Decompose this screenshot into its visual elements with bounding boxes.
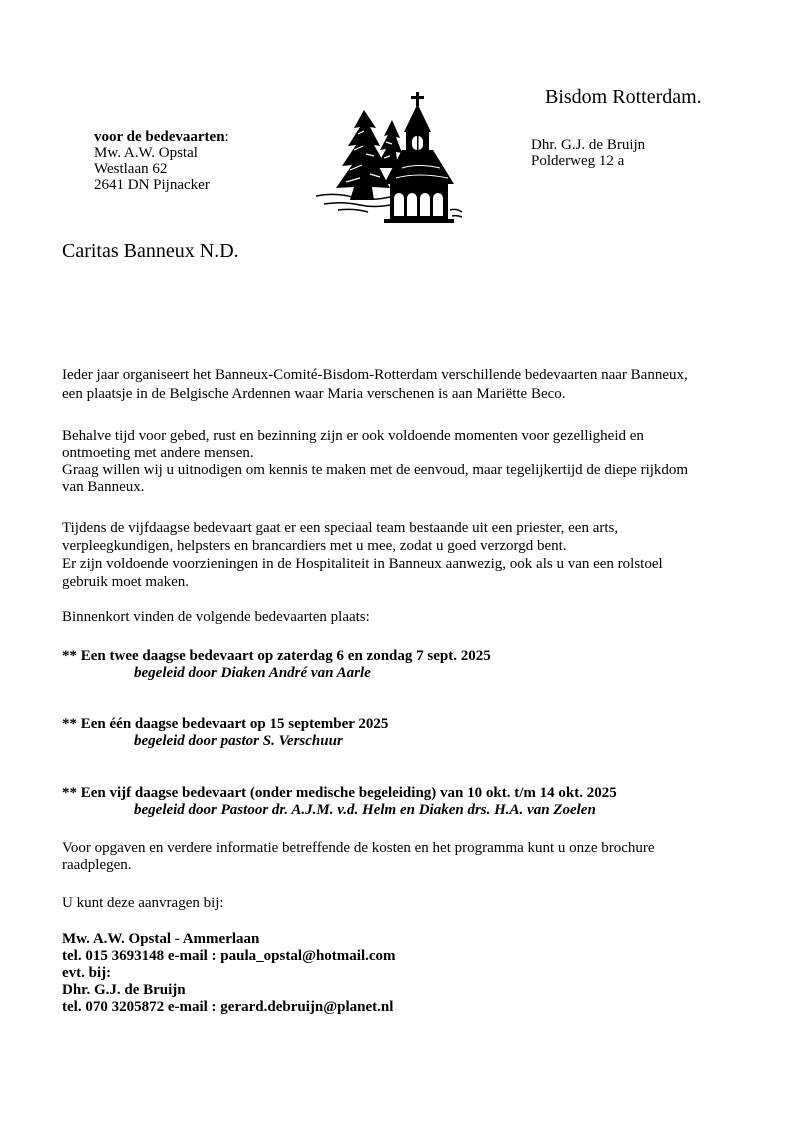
welcome-paragraph: [62, 428, 742, 496]
contact-line: tel. 070 3205872 e-mail : gerard.debruijn@planet.nl: [62, 999, 394, 1015]
paragraph-line: Graag willen wij u uitnodigen om kennis te maken met de eenvoud, maar tegelijkertijd de diepe rijkdom: [62, 462, 689, 478]
contact-block: [62, 931, 742, 1016]
pilgrimage-item: [62, 716, 742, 750]
intro-paragraph: [62, 366, 742, 404]
pilgrimage-item: [62, 648, 742, 682]
paragraph-line: Tijdens de vijfdaagse bedevaart gaat er een speciaal team bestaande uit een priester, een arts,: [62, 520, 619, 536]
request-intro: U kunt deze aanvragen bij:: [62, 895, 224, 911]
contact-street: Westlaan 62: [94, 161, 168, 177]
paragraph-line: Voor opgaven en verdere informatie betreffende de kosten en het programma kunt u onze brochure: [62, 840, 655, 856]
pilgrimage-contact-address: [94, 129, 229, 193]
contact-label-colon: :: [224, 129, 229, 145]
contact-line: Dhr. G.J. de Bruijn: [62, 982, 186, 998]
paragraph-line: raadplegen.: [62, 857, 132, 873]
document-title: Caritas Banneux N.D.: [62, 240, 239, 262]
care-team-paragraph: [62, 519, 742, 591]
chapel-with-pine-trees-icon: [314, 92, 464, 228]
pilgrimage-guide: begeleid door Pastoor dr. A.J.M. v.d. Helm en Diaken drs. H.A. van Zoelen: [134, 802, 596, 818]
pilgrimage-heading: ** Een vijf daagse bedevaart (onder medische begeleiding) van 10 okt. t/m 14 okt. 2025: [62, 785, 617, 801]
paragraph-line: ontmoeting met andere mensen.: [62, 445, 254, 461]
paragraph-line: van Banneux.: [62, 479, 145, 495]
brochure-info-paragraph: [62, 840, 742, 874]
upcoming-intro: Binnenkort vinden de volgende bedevaarten plaats:: [62, 609, 370, 625]
paragraph-line: Behalve tijd voor gebed, rust en bezinning zijn er ook voldoende momenten voor gezelligheid en: [62, 428, 644, 444]
intro-line: een plaatsje in de Belgische Ardennen waar Maria verschenen is aan Mariëtte Beco.: [62, 386, 566, 402]
pilgrimage-heading: ** Een één daagse bedevaart op 15 september 2025: [62, 716, 389, 732]
paragraph-line: gebruik moet maken.: [62, 574, 190, 590]
pilgrimage-guide: begeleid door pastor S. Verschuur: [134, 733, 343, 749]
contact-label: voor de bedevaarten: [94, 129, 225, 145]
contact-line: evt. bij:: [62, 965, 112, 981]
pilgrimage-guide: begeleid door Diaken André van Aarle: [134, 665, 371, 681]
contact-line: tel. 015 3693148 e-mail : paula_opstal@hotmail.com: [62, 948, 396, 964]
secondary-contact-name: Dhr. G.J. de Bruijn: [531, 137, 646, 153]
pilgrimage-item: [62, 785, 742, 819]
secondary-contact-address: [531, 137, 645, 169]
paragraph-line: verpleegkundigen, helpsters en brancardiers met u mee, zodat u goed verzorgd bent.: [62, 538, 567, 554]
contact-line: Mw. A.W. Opstal - Ammerlaan: [62, 931, 260, 947]
organization-name: Bisdom Rotterdam.: [545, 86, 702, 108]
pilgrimage-heading: ** Een twee daagse bedevaart op zaterdag 6 en zondag 7 sept. 2025: [62, 648, 491, 664]
intro-line: Ieder jaar organiseert het Banneux-Comité-Bisdom-Rotterdam verschillende bedevaarten naar Banneux,: [62, 367, 688, 383]
secondary-contact-street: Polderweg 12 a: [531, 153, 625, 169]
paragraph-line: Er zijn voldoende voorzieningen in de Hospitaliteit in Banneux aanwezig, ook als u van een rolstoel: [62, 556, 663, 572]
contact-city: 2641 DN Pijnacker: [94, 177, 210, 193]
contact-name: Mw. A.W. Opstal: [94, 145, 198, 161]
